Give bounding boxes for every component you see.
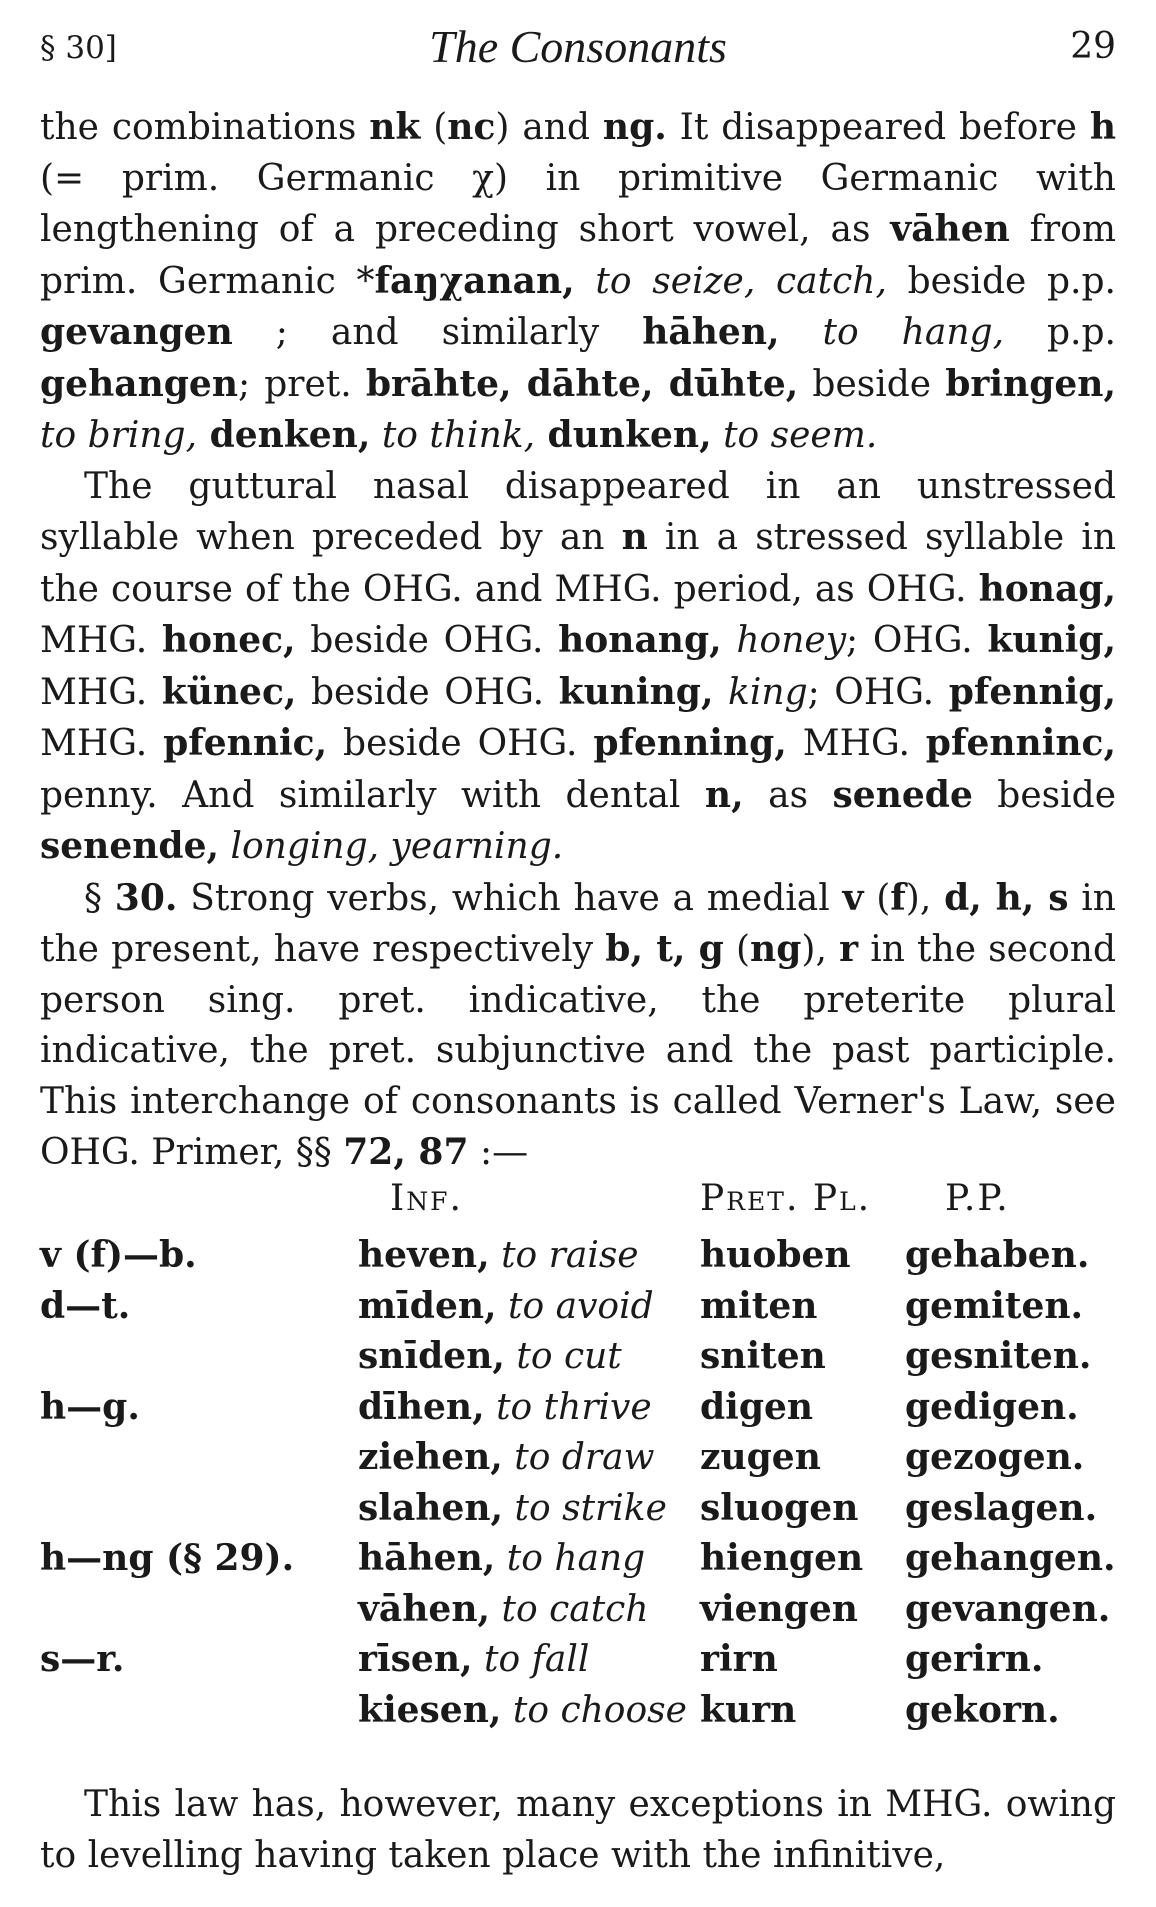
text-run: f [890, 876, 906, 919]
infinitive-cell [358, 1588, 649, 1630]
text-run: r [839, 928, 859, 970]
text-run: to bring, [40, 415, 198, 456]
header-pret-pl: Pret. Pl. [700, 1178, 872, 1219]
table-header [40, 1178, 1116, 1234]
text-run: to seize, catch, [574, 260, 887, 302]
text-run: gehangen [40, 362, 238, 405]
text-run: h [1089, 106, 1116, 148]
infinitive-cell [358, 1335, 622, 1377]
page-number: 29 [1070, 26, 1116, 67]
text-run: MHG. [40, 723, 164, 764]
table-row [40, 1386, 1116, 1437]
text-run: longing, yearning. [219, 826, 564, 867]
text-run: n [621, 516, 648, 558]
infinitive: kiesen, [358, 1688, 502, 1731]
text-run: pfenning, [593, 722, 787, 764]
text-run: ), [801, 929, 840, 970]
preterite-plural: digen [700, 1385, 814, 1428]
running-header [40, 18, 1116, 78]
past-participle: gesniten. [905, 1335, 1092, 1377]
preterite-plural: miten [700, 1284, 818, 1327]
preterite-plural: sniten [700, 1335, 826, 1377]
consonant-pair: v (f)—b. [40, 1234, 197, 1276]
header-inf: Inf. [390, 1178, 463, 1219]
text-run: MHG. [40, 671, 162, 713]
infinitive: hāhen, [358, 1537, 496, 1579]
text-run: in the present, have respectively [40, 877, 1116, 970]
text-run: senede [832, 773, 973, 816]
text-run: ( [723, 929, 751, 970]
gloss: to fall [483, 1639, 590, 1680]
preterite-plural: kurn [700, 1688, 797, 1731]
table-row [40, 1638, 1116, 1689]
past-participle: gezogen. [905, 1436, 1085, 1478]
text-run: vāhen [890, 208, 1010, 250]
text-run: ; OHG. [846, 620, 988, 661]
gloss: to strike [514, 1487, 667, 1529]
preterite-plural: zugen [700, 1436, 821, 1478]
table-row [40, 1537, 1116, 1588]
text-run: honec, [161, 619, 296, 661]
text-run: 30. [114, 876, 178, 919]
past-participle: gevangen. [905, 1587, 1111, 1630]
infinitive-cell [358, 1487, 667, 1529]
text-run: bringen, [945, 362, 1117, 405]
verner-law-table [40, 1178, 1116, 1739]
consonant-pair: d—t. [40, 1284, 131, 1327]
text-run: pfennig, [948, 670, 1116, 713]
text-run: gevangen [40, 311, 233, 353]
gloss: to catch [501, 1588, 649, 1630]
text-run: dunken, [535, 414, 712, 456]
text-run: brāhte, dāhte, dūhte, [365, 362, 799, 405]
table-row [40, 1487, 1116, 1538]
paragraph-nasal-h [40, 102, 1116, 462]
gloss: to thrive [496, 1386, 652, 1428]
text-run: v [842, 876, 864, 919]
preterite-plural: sluogen [700, 1486, 859, 1529]
infinitive: dīhen, [358, 1385, 485, 1428]
text-run: beside [972, 774, 1116, 816]
text-run: ng. [602, 106, 667, 148]
infinitive: rīsen, [358, 1638, 473, 1680]
text-run: beside p.p. [886, 260, 1116, 302]
text-run: ; and similarly [232, 312, 643, 353]
infinitive: vāhen, [358, 1587, 491, 1630]
infinitive-cell [358, 1285, 654, 1327]
text-run: hāhen, [642, 311, 780, 353]
infinitive-cell [358, 1386, 652, 1428]
text-run: (= prim. Germanic χ) in primitive Germanic with lengthening of a preceding short vowel, as [40, 157, 1116, 250]
text-run: king [713, 671, 808, 713]
text-run: to hang, [779, 312, 1005, 353]
text-run: from prim. Germanic * [40, 209, 1116, 302]
preterite-plural: huoben [700, 1234, 851, 1276]
section-marker: § 30] [40, 30, 117, 66]
text-run: denken, [197, 414, 371, 456]
text-run: MHG. [40, 620, 162, 661]
infinitive: heven, [358, 1234, 490, 1276]
text-run: :— [468, 1132, 529, 1173]
text-run: ) and [495, 107, 603, 148]
text-run: ng [750, 928, 802, 970]
preterite-plural: rirn [700, 1638, 778, 1680]
consonant-pair: h—g. [40, 1385, 140, 1428]
infinitive-cell [358, 1537, 645, 1579]
past-participle: gekorn. [905, 1688, 1060, 1731]
infinitive-cell [358, 1638, 589, 1680]
text-run: b, t, g [605, 928, 724, 970]
text-run: penny. And similarly with dental [40, 774, 705, 816]
header-pp: P.P. [945, 1178, 1010, 1219]
consonant-pair: h—ng (§ 29). [40, 1537, 295, 1579]
text-run: 72, 87 [343, 1131, 469, 1173]
text-run: MHG. [786, 723, 926, 764]
past-participle: gemiten. [905, 1284, 1084, 1327]
text-run: Strong verbs, which have a medial [177, 877, 843, 919]
infinitive-cell [358, 1234, 639, 1276]
text-run: The guttural nasal disappeared in an unstressed syllable when preceded by an [40, 465, 1116, 558]
paragraph-section-30 [40, 873, 1116, 1179]
text-run: kuning, [558, 670, 714, 713]
text-run: the combinations [40, 107, 370, 148]
text-run: to think, [370, 415, 536, 456]
text-run: in the second person sing. pret. indicative, the preterite plural indicative, the pret. subjunctive and the past participle. This interchange of consonants is called Verner's Law, see OHG. Primer, §§ [40, 929, 1117, 1173]
text-run: ( [420, 107, 448, 148]
text-run: künec, [161, 670, 297, 713]
text-run: § [84, 877, 115, 919]
preterite-plural: hiengen [700, 1537, 864, 1579]
text-run: nc [447, 106, 496, 148]
text-run: It disappeared before [666, 107, 1090, 148]
text-run: faŋχanan, [374, 259, 575, 302]
past-participle: gehaben. [905, 1234, 1090, 1276]
past-participle: geslagen. [905, 1486, 1098, 1529]
table-row [40, 1234, 1116, 1285]
text-run: honey [721, 620, 847, 661]
text-run: ; OHG. [807, 671, 949, 713]
text-run: n, [704, 773, 744, 816]
table-row [40, 1436, 1116, 1487]
table-row [40, 1588, 1116, 1639]
infinitive: snīden, [358, 1335, 505, 1377]
text-run: nk [369, 106, 421, 148]
past-participle: gedigen. [905, 1385, 1079, 1428]
paragraph-exceptions: This law has, however, many exceptions in MHG. owing to levelling having taken place with the infinitive, [40, 1784, 1116, 1876]
text-run: d, h, s [944, 876, 1069, 919]
text-run: beside OHG. [327, 723, 594, 764]
text-run: beside OHG. [296, 671, 559, 713]
text-run: p.p. [1004, 312, 1116, 353]
text-run: ( [863, 877, 891, 919]
table-body [40, 1234, 1116, 1739]
chapter-title: The Consonants [429, 21, 727, 72]
consonant-pair: s—r. [40, 1638, 125, 1680]
gloss: to choose [512, 1689, 687, 1731]
text-run: beside OHG. [295, 620, 559, 661]
infinitive: mīden, [358, 1284, 497, 1327]
gloss: to draw [514, 1437, 655, 1478]
text-run: ), [905, 877, 945, 919]
text-run: in a stressed syllable in the course of the OHG. and MHG. period, as OHG. [40, 517, 1117, 610]
gloss: to raise [501, 1235, 639, 1276]
text-run: ; pret. [238, 363, 366, 405]
text-run: beside [798, 363, 946, 405]
body-text [40, 102, 1116, 1179]
gloss: to cut [516, 1336, 622, 1377]
past-participle: gehangen. [905, 1537, 1116, 1579]
preterite-plural: viengen [700, 1587, 858, 1630]
text-run: kunig, [987, 619, 1116, 661]
paragraph-guttural-nasal [40, 462, 1116, 873]
table-row [40, 1335, 1116, 1386]
text-run: as [743, 774, 833, 816]
past-participle: gerirn. [905, 1638, 1044, 1680]
table-row [40, 1689, 1116, 1740]
infinitive: ziehen, [358, 1436, 503, 1478]
text-run: pfenninc, [925, 722, 1117, 764]
text-run: honang, [558, 619, 722, 661]
gloss: to hang [506, 1538, 646, 1579]
infinitive-cell [358, 1689, 687, 1731]
text-run: to seem. [711, 415, 878, 456]
table-row [40, 1285, 1116, 1336]
text-run: senende, [40, 825, 220, 867]
infinitive-cell [358, 1436, 654, 1478]
text-run: pfennic, [163, 722, 328, 764]
text-run: honag, [978, 567, 1116, 610]
gloss: to avoid [508, 1285, 654, 1327]
infinitive: slahen, [358, 1486, 504, 1529]
